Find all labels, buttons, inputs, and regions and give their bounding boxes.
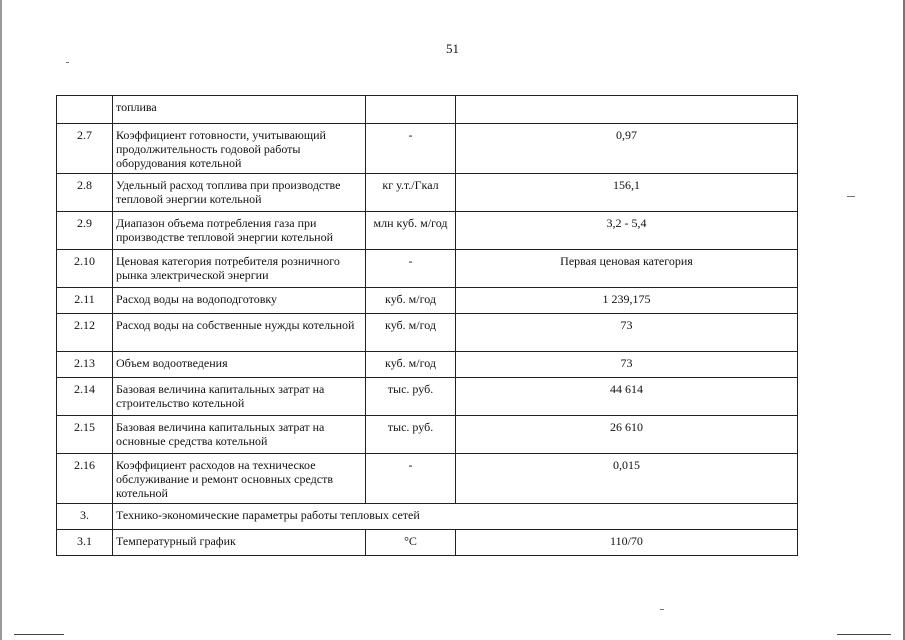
table-row: [57, 378, 798, 416]
parameter-name: Коэффициент расходов на техническое обслуживание и ремонт основных средств котельной: [113, 454, 366, 504]
unit: -: [366, 454, 456, 504]
section-number: 3.: [57, 504, 113, 530]
scan-speck: [66, 62, 69, 63]
table-row: [57, 314, 798, 352]
parameter-name: Коэффициент готовности, учитывающий продолжительность годовой работы оборудования котельной: [113, 124, 366, 174]
scan-mark-bottom-left: [14, 634, 64, 635]
row-number: 2.9: [57, 212, 113, 250]
row-number: 2.8: [57, 174, 113, 212]
value: Первая ценовая категория: [456, 250, 798, 288]
parameter-name: Ценовая категория потребителя розничного рынка электрической энергии: [113, 250, 366, 288]
unit: тыс. руб.: [366, 378, 456, 416]
row-number: 2.7: [57, 124, 113, 174]
scan-edge-left: [0, 0, 2, 640]
scan-mark-bottom-right: [837, 634, 891, 635]
value: 1 239,175: [456, 288, 798, 314]
table-row: [57, 124, 798, 174]
unit: кг у.т./Гкал: [366, 174, 456, 212]
row-number: 2.11: [57, 288, 113, 314]
table-row: [57, 352, 798, 378]
unit: °С: [366, 530, 456, 556]
unit: куб. м/год: [366, 288, 456, 314]
value: 0,015: [456, 454, 798, 504]
parameter-name: Объем водоотведения: [113, 352, 366, 378]
value: [456, 96, 798, 124]
parameter-name: Расход воды на собственные нужды котельной: [113, 314, 366, 352]
parameter-name: Базовая величина капитальных затрат на основные средства котельной: [113, 416, 366, 454]
value: 73: [456, 352, 798, 378]
row-number: 2.10: [57, 250, 113, 288]
unit: тыс. руб.: [366, 416, 456, 454]
table-row: [57, 174, 798, 212]
value: 0,97: [456, 124, 798, 174]
section-header-row: [57, 504, 798, 530]
table-row: [57, 96, 798, 124]
value: 156,1: [456, 174, 798, 212]
section-title: Технико-экономические параметры работы тепловых сетей: [113, 504, 798, 530]
row-number: [57, 96, 113, 124]
row-number: 3.1: [57, 530, 113, 556]
table-row: [57, 250, 798, 288]
scan-speck: [660, 609, 664, 610]
value: 110/70: [456, 530, 798, 556]
parameter-name: топлива: [113, 96, 366, 124]
parameter-name: Удельный расход топлива при производстве тепловой энергии котельной: [113, 174, 366, 212]
unit: [366, 96, 456, 124]
scan-speck: [847, 196, 855, 197]
table-row: [57, 416, 798, 454]
table-row: [57, 212, 798, 250]
parameter-name: Базовая величина капитальных затрат на строительство котельной: [113, 378, 366, 416]
value: 44 614: [456, 378, 798, 416]
row-number: 2.12: [57, 314, 113, 352]
unit: куб. м/год: [366, 314, 456, 352]
parameter-name: Диапазон объема потребления газа при производстве тепловой энергии котельной: [113, 212, 366, 250]
parameter-name: Расход воды на водоподготовку: [113, 288, 366, 314]
row-number: 2.13: [57, 352, 113, 378]
parameter-name: Температурный график: [113, 530, 366, 556]
page-number: 51: [446, 41, 459, 56]
value: 73: [456, 314, 798, 352]
row-number: 2.15: [57, 416, 113, 454]
value: 3,2 - 5,4: [456, 212, 798, 250]
table-row: [57, 530, 798, 556]
row-number: 2.16: [57, 454, 113, 504]
row-number: 2.14: [57, 378, 113, 416]
table-row: [57, 454, 798, 504]
unit: -: [366, 124, 456, 174]
unit: -: [366, 250, 456, 288]
unit: куб. м/год: [366, 352, 456, 378]
unit: млн куб. м/год: [366, 212, 456, 250]
table-row: [57, 288, 798, 314]
parameters-table: [56, 95, 798, 556]
value: 26 610: [456, 416, 798, 454]
